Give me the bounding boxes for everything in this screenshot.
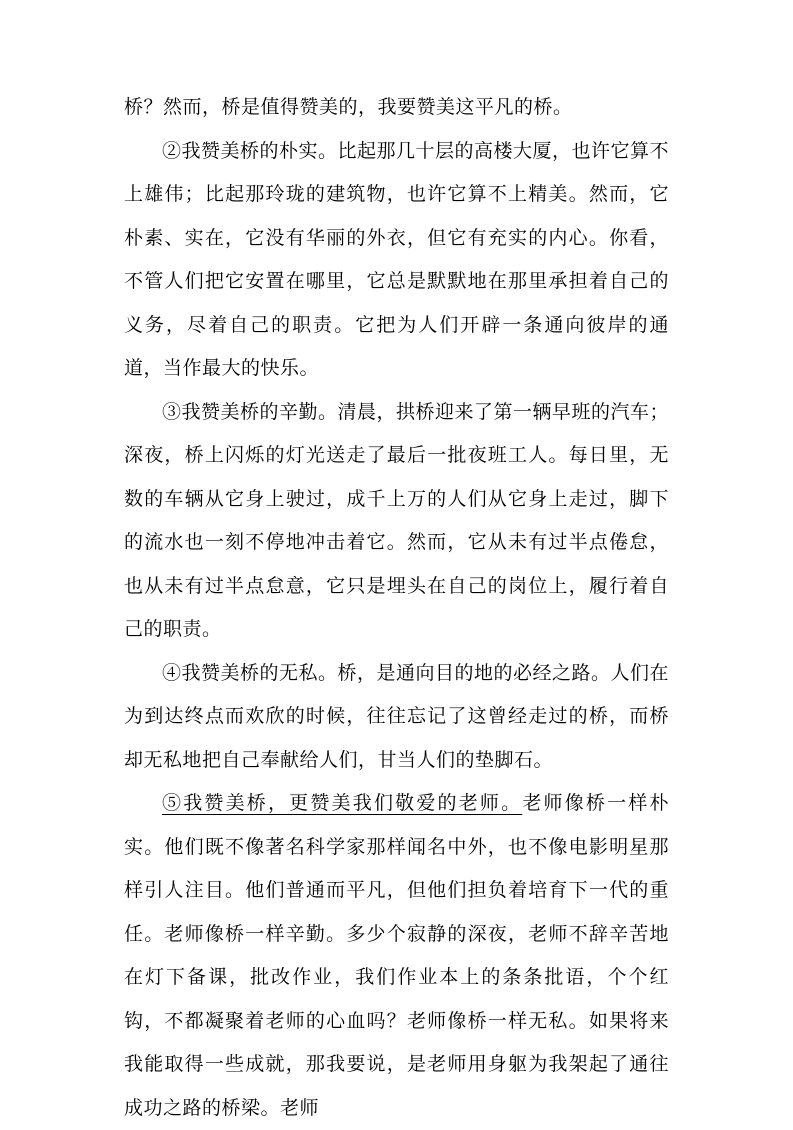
paragraph-4: ④我赞美桥的无私。桥，是通向目的地的必经之路。人们在为到达终点而欢欣的时候，往往忘记了这曾经走过的桥，而桥却无私地把自己奉献给人们，甘当人们的垫脚石。	[124, 662, 670, 771]
paragraph-2: ②我赞美桥的朴实。比起那几十层的高楼大厦，也许它算不上雄伟；比起那玲珑的建筑物，也许它算不上精美。然而，它朴素、实在，它没有华丽的外衣，但它有充实的内心。你看，不管人们把它安置在哪里，它总是默默地在那里承担着自己的义务，尽着自己的职责。它把为人们开辟一条通向彼岸的通道，当作最大的快乐。	[124, 140, 670, 379]
underlined-sentence: ⑤我赞美桥，更赞美我们敬爱的老师。	[162, 793, 523, 814]
paragraph-3: ③我赞美桥的辛勤。清晨，拱桥迎来了第一辆早班的汽车；深夜，桥上闪烁的灯光送走了最后一批夜班工人。每日里，无数的车辆从它身上驶过，成千上万的人们从它身上走过，脚下的流水也一刻不停地冲击着它。然而，它从未有过半点倦怠，也从未有过半点怠意，它只是埋头在自己的岗位上，履行着自己的职责。	[124, 401, 670, 640]
paragraph-continuation: 桥？然而，桥是值得赞美的，我要赞美这平凡的桥。	[124, 97, 573, 118]
paragraph-5-rest: 老师像桥一样朴实。他们既不像著名科学家那样闻名中外，也不像电影明星那样引人注目。他们普通而平凡，但他们担负着培育下一代的重任。老师像桥一样辛勤。多少个寂静的深夜，老师不辞辛苦地在灯下备课，批改作业，我们作业本上的条条批语，个个红钩，不都凝聚着老师的心血吗？老师像桥一样无私。如果将来我能取得一些成就，那我要说，是老师用身躯为我架起了通往成功之路的桥梁。老师	[124, 793, 669, 1119]
paragraph-5	[124, 782, 669, 1130]
